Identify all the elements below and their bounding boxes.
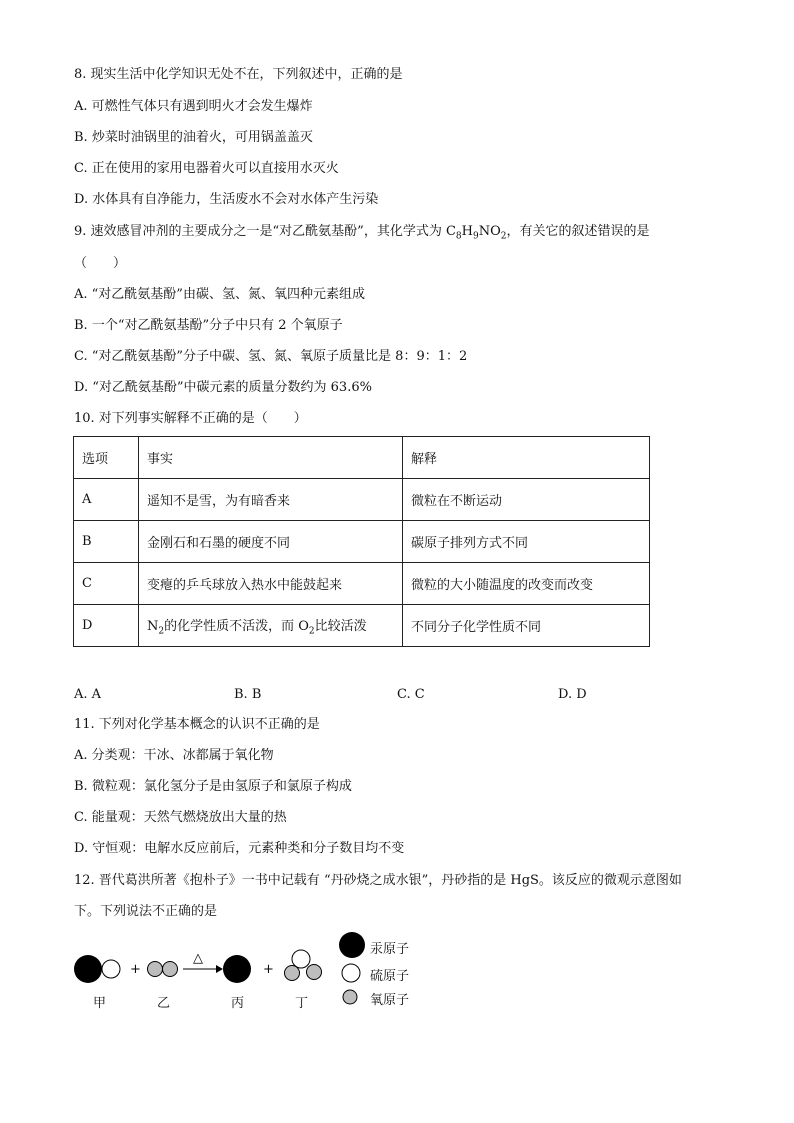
q9-option-b: B. 一个“对乙酰氨基酚”分子中只有 2 个氧原子 [74, 318, 343, 333]
plus-sign: + [263, 962, 274, 977]
q9-stem [74, 223, 650, 246]
q10-stem: 10. 对下列事实解释不正确的是（ ） [74, 411, 307, 426]
table-row [74, 521, 650, 563]
oxygen-atom [285, 966, 300, 981]
legend-oxygen-icon [343, 990, 357, 1004]
table-cell: 遥知不是雪，为有暗香来 [139, 479, 403, 521]
q11-stem: 11. 下列对化学基本概念的认识不正确的是 [74, 717, 320, 732]
heat-symbol: △ [193, 951, 203, 966]
q10-answer-d: D. D [558, 687, 587, 702]
q8-stem: 8. 现实生活中化学知识无处不在，下列叙述中，正确的是 [74, 67, 403, 82]
q9-bracket: （ ） [74, 256, 127, 271]
q10-answer-a: A. A [74, 687, 102, 702]
table-header-cell: 解释 [403, 437, 650, 479]
table-cell: 微粒在不断运动 [403, 479, 650, 521]
label-yi: 乙 [157, 996, 171, 1011]
legend-mercury-icon [339, 932, 365, 958]
legend-mercury-label: 汞原子 [370, 942, 410, 957]
table-cell: C [74, 563, 139, 605]
oxygen-atom [307, 965, 322, 980]
formula-part: H [461, 224, 473, 239]
legend-oxygen-label: 氧原子 [370, 993, 410, 1008]
table-header-cell: 选项 [74, 437, 139, 479]
oxygen-atom [148, 962, 163, 977]
table-cell [139, 605, 403, 647]
q9-stem-text: ，有关它的叙述错误的是 [506, 224, 650, 239]
q10-answer-b: B. B [234, 687, 262, 702]
q12-stem-line2: 下。下列说法不正确的是 [74, 904, 218, 919]
table-row [74, 563, 650, 605]
label-jia: 甲 [93, 996, 107, 1011]
formula-subscript: 8 [455, 231, 462, 242]
q9-option-a: A. “对乙酰氨基酚”由碳、氢、氮、氧四种元素组成 [74, 287, 365, 302]
cell-text: 的化学性质不活泼，而 O [164, 618, 309, 634]
label-ding: 丁 [295, 996, 309, 1011]
legend-sulfur-icon [342, 964, 360, 982]
q8-option-c: C. 正在使用的家用电器着火可以直接用水灭火 [74, 161, 339, 176]
table-header-row [74, 437, 650, 479]
q9-option-d: D. “对乙酰氨基酚”中碳元素的质量分数约为 63.6% [74, 380, 372, 395]
table-cell: 变瘪的乒乓球放入热水中能鼓起来 [139, 563, 403, 605]
table-cell: 微粒的大小随温度的改变而改变 [403, 563, 650, 605]
table-cell: 金刚石和石墨的硬度不同 [139, 521, 403, 563]
q11-option-a: A. 分类观：干冰、冰都属于氧化物 [74, 748, 274, 763]
q8-option-a: A. 可燃性气体只有遇到明火才会发生爆炸 [74, 99, 313, 114]
formula-subscript: 2 [500, 231, 507, 242]
q8-option-d: D. 水体具有自净能力，生活废水不会对水体产生污染 [74, 192, 379, 207]
table-cell: A [74, 479, 139, 521]
sulfur-atom [292, 950, 310, 968]
legend-sulfur-label: 硫原子 [370, 969, 410, 984]
q11-option-d: D. 守恒观：电解水反应前后，元素种类和分子数目均不变 [74, 841, 405, 856]
table-cell: B [74, 521, 139, 563]
q11-option-b: B. 微粒观：氯化氢分子是由氢原子和氯原子构成 [74, 779, 352, 794]
q10-table [73, 436, 650, 647]
table-cell: 碳原子排列方式不同 [403, 521, 650, 563]
label-bing: 丙 [231, 996, 245, 1011]
mercury-atom [223, 955, 251, 983]
formula-subscript: 2 [308, 626, 315, 637]
table-row [74, 479, 650, 521]
mercury-atom [74, 955, 102, 983]
arrow-head [216, 965, 223, 973]
table-cell: 不同分子化学性质不同 [403, 605, 650, 647]
q12-stem-line1: 12. 晋代葛洪所著《抱朴子》一书中记载有 “丹砂烧之成水银”，丹砂指的是 HgS。该反应的微观示意图如 [74, 873, 682, 888]
sulfur-atom [102, 960, 120, 978]
formula-part: N [147, 618, 159, 634]
formula-subscript: 9 [473, 231, 479, 242]
q8-option-b: B. 炒菜时油锅里的油着火，可用锅盖盖灭 [74, 130, 313, 145]
table-cell: D [74, 605, 139, 647]
oxygen-atom [163, 962, 178, 977]
q10-answer-c: C. C [397, 687, 425, 702]
cell-text: 比较活泼 [314, 618, 367, 634]
plus-sign: + [130, 962, 141, 977]
q11-option-c: C. 能量观：天然气燃烧放出大量的热 [74, 810, 287, 825]
q9-stem-text: 9. 速效感冒冲剂的主要成分之一是“对乙酰氨基酚”，其化学式为 C [74, 224, 456, 239]
table-row [74, 605, 650, 647]
formula-subscript: 2 [158, 626, 165, 637]
q9-option-c: C. “对乙酰氨基酚”分子中碳、氢、氮、氧原子质量比是 8：9：1：2 [74, 349, 468, 364]
formula-part: NO [478, 224, 501, 239]
table-header-cell: 事实 [139, 437, 403, 479]
